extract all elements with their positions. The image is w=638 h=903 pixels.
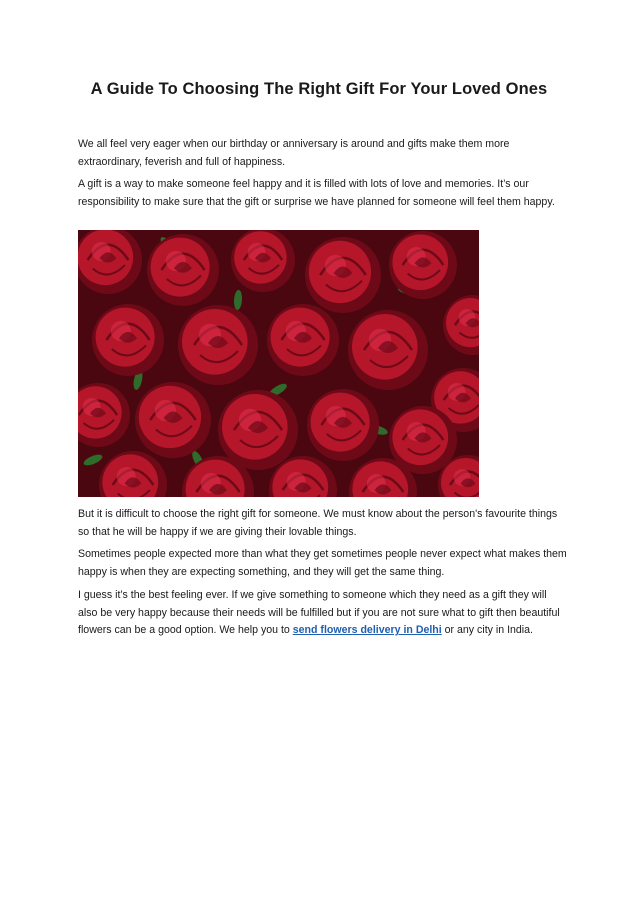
- rose-shape: [267, 304, 339, 376]
- paragraph-flowers-offer: [78, 587, 568, 640]
- rose-shape: [231, 230, 295, 292]
- rose-shape: [135, 382, 211, 458]
- paragraph-expectations: Sometimes people expected more than what they get sometimes people never expect what makes them happy is when they are expecting something, and they will get the same thing.: [78, 548, 567, 578]
- roses-illustration: [78, 230, 479, 497]
- paragraph-intro: We all feel very eager when our birthday or anniversary is around and gifts make them more extraordinary, feverish and full of happiness.: [78, 138, 510, 168]
- rose-shape: [92, 304, 164, 376]
- page-title: A Guide To Choosing The Right Gift For Your Loved Ones: [90, 80, 548, 98]
- rose-shape: [307, 389, 379, 461]
- paragraph-gift-meaning: A gift is a way to make someone feel happy and it is filled with lots of love and memories. It’s our responsibility to make sure that the gift or surprise we have planned for someone will feel them happy.: [78, 178, 555, 208]
- paragraph-difficulty: But it is difficult to choose the right gift for someone. We must know about the person's favourite things so that he will be happy if we are giving their lovable things.: [78, 508, 558, 538]
- rose-shape: [218, 390, 298, 470]
- rose-shape: [348, 310, 428, 390]
- rose-shape: [389, 231, 457, 299]
- rose-shape: [147, 234, 219, 306]
- paragraph-flowers-text-before: I guess it’s the best feeling ever. If we give something to someone which they need as a gift they will also be very happy because their needs will be fulfilled but if you are not sure what to gift then beautiful flowers can be a good option. We help you to: [78, 589, 560, 636]
- red-roses-photo: [78, 230, 479, 497]
- rose-shape: [305, 237, 381, 313]
- rose-shape: [178, 305, 258, 385]
- paragraph-flowers-text-after: or any city in India.: [441, 624, 533, 636]
- send-flowers-delhi-link[interactable]: send flowers delivery in Delhi: [292, 624, 442, 636]
